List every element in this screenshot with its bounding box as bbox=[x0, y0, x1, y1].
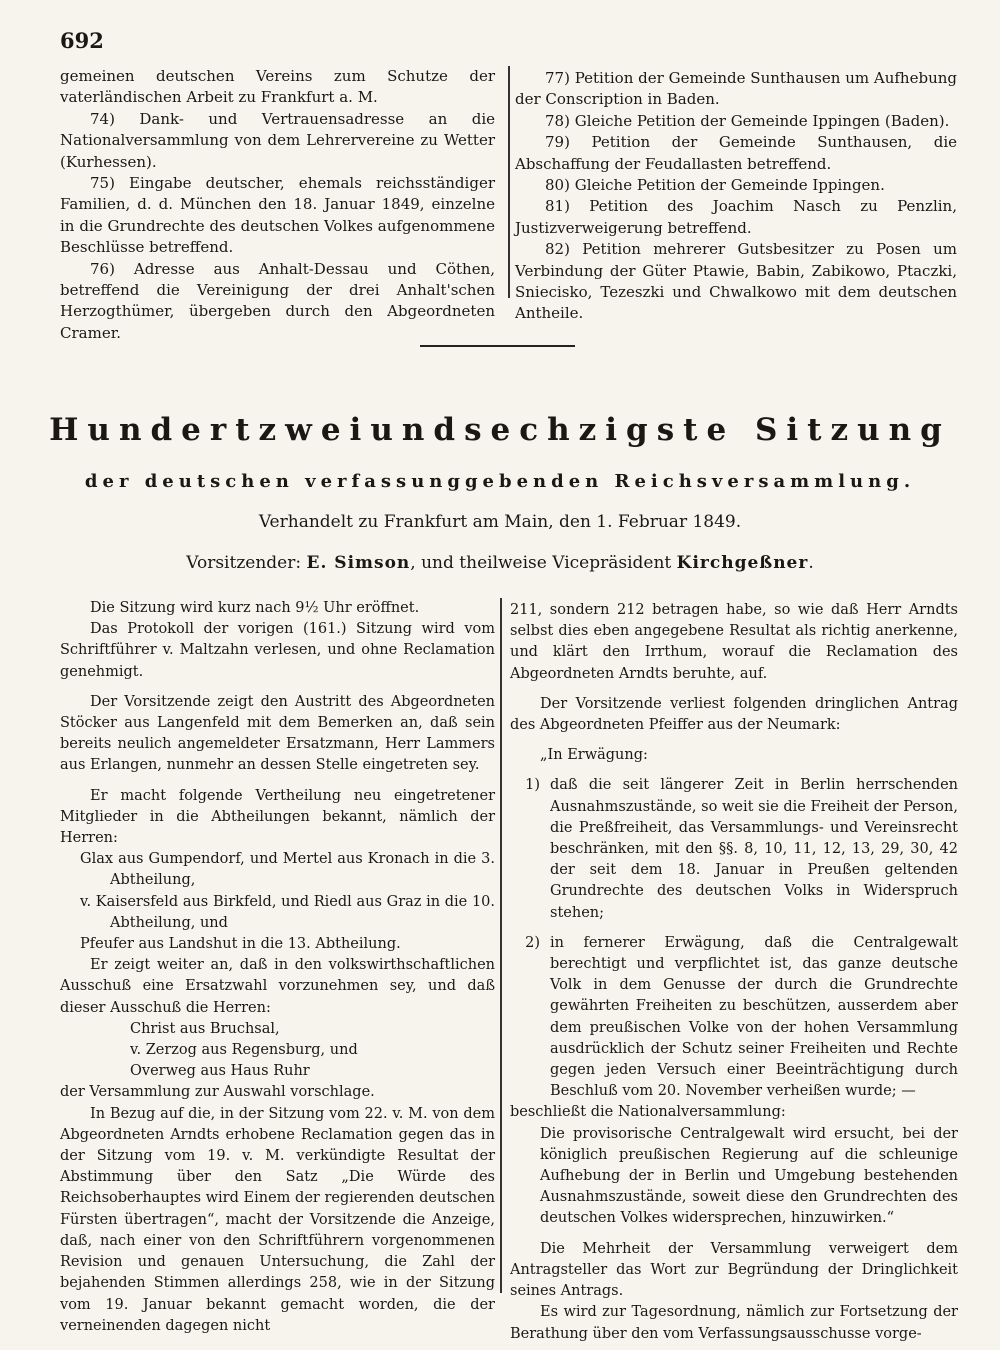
petition-list-right bbox=[515, 68, 957, 325]
petition-list-left bbox=[60, 66, 495, 344]
list-item: 75) Eingabe deutscher, ehemals reichsständiger Familien, d. d. München den 18. Januar 1849, einzelne in die Grundrechte des deutschen Volkes aufgenommene Beschlüsse betreffend. bbox=[60, 174, 495, 257]
clause-text: in fernerer Erwägung, daß die Centralgewalt berechtigt und verpflichtet ist, das ganze deutsche Volk in dem Genusse der durch die Grundrechte gewährten Freiheiten zu beschützen, ausserdem aber dem preußischen Volke von der hohen Versammlung ausdrücklich der Schutz seiner Freiheiten und Rechte gegen jeden Versuch einer Beeinträchtigung durch Beschluß vom 20. November verheißen wurde; — bbox=[550, 934, 958, 1100]
paragraph: 211, sondern 212 betragen habe, so wie daß Herr Arndts selbst dies eben angegebene Resultat als richtig anerkenne, und klärt den Irrthum, worauf die Reclamation des Abgeordneten Arndts beruhte, auf. bbox=[510, 602, 958, 682]
member-entry: Pfeufer aus Landshut in die 13. Abtheilung. bbox=[80, 936, 401, 953]
clause-number: 1) bbox=[525, 777, 540, 794]
column-divider bbox=[500, 598, 502, 1293]
list-item: 77) Petition der Gemeinde Sunthausen um Aufhebung der Conscription in Baden. bbox=[515, 69, 957, 109]
motion-clause bbox=[510, 933, 958, 1103]
motion-clause bbox=[510, 775, 958, 923]
clause-text: daß die seit längerer Zeit in Berlin herrschenden Ausnahmszustände, so weit sie die Freiheit der Person, die Preßfreiheit, das Versammlungs- und Vereinsrecht beschränken, mit den §§. 8, 10, 11, 12, 13, 29, 30, 42 der seit dem 18. Januar in Preußen geltenden Grundrechte des deutschen Volks in Widerspruch stehen; bbox=[550, 777, 958, 921]
chair-end: . bbox=[808, 553, 814, 573]
paragraph: Der Vorsitzende zeigt den Austritt des Abgeordneten Stöcker aus Langenfeld mit dem Bemerken an, daß sein bereits neulich angemeldeter Ersatzmann, Herr Lammers aus Erlangen, nunmehr an dessen Stelle eingetreten sey. bbox=[60, 693, 495, 774]
resolution-text: Die provisorische Centralgewalt wird ersucht, bei der königlich preußischen Regierung auf die schleunige Aufhebung der in Berlin und Umgebung bestehenden Ausnahmszustände, soweit diese den Grundrechten des deutschen Volkes widersprechen, hinzuwirken.“ bbox=[540, 1125, 958, 1227]
paragraph: Er zeigt weiter an, daß in den volkswirthschaftlichen Ausschuß eine Ersatzwahl vorzunehmen sey, und daß dieser Ausschuß die Herren: bbox=[60, 957, 495, 1016]
paragraph: Der Vorsitzende verliest folgenden dringlichen Antrag des Abgeordneten Pfeiffer aus der Neumark: bbox=[510, 695, 958, 734]
paragraph: Das Protokoll der vorigen (161.) Sitzung wird vom Schriftführer v. Maltzahn verlesen, und ohne Reclamation genehmigt. bbox=[60, 621, 495, 680]
paragraph: Er macht folgende Vertheilung neu eingetretener Mitglieder in die Abtheilungen bekannt, nämlich der Herren: bbox=[60, 787, 495, 847]
list-item: 76) Adresse aus Anhalt-Dessau und Cöthen, betreffend die Vereinigung der drei Anhalt'schen Herzogthümer, übergeben durch den Abgeordneten Cramer. bbox=[60, 259, 495, 342]
list-item: 79) Petition der Gemeinde Sunthausen, die Abschaffung der Feudallasten betreffend. bbox=[515, 133, 957, 173]
session-subtitle: der deutschen verfassunggebenden Reichsversammlung. bbox=[84, 471, 916, 492]
list-item: gemeinen deutschen Vereins zum Schutze der vaterländischen Arbeit zu Frankfurt a. M. bbox=[60, 67, 495, 107]
nominee-entry: Overweg aus Haus Ruhr bbox=[130, 1063, 310, 1080]
chair-name: E. Simson bbox=[306, 553, 411, 573]
nominee-entry: v. Zerzog aus Regensburg, und bbox=[130, 1042, 358, 1059]
member-entry: Glax aus Gumpendorf, und Mertel aus Kronach in die 3. Abtheilung, bbox=[80, 851, 495, 889]
column-divider bbox=[508, 66, 510, 298]
page-number: 692 bbox=[60, 28, 104, 53]
minutes-column-left bbox=[60, 598, 495, 1337]
chair-label: Vorsitzender: bbox=[186, 553, 302, 573]
paragraph: Es wird zur Tagesordnung, nämlich zur Fortsetzung der Berathung über den vom Verfassungsausschusse vorge- bbox=[510, 1304, 958, 1342]
vice-president-name: Kirchgeßner bbox=[676, 553, 809, 573]
section-divider bbox=[420, 345, 575, 347]
chair-line bbox=[0, 553, 1000, 573]
minutes-column-right bbox=[510, 600, 958, 1345]
nominee-entry: Christ aus Bruchsal, bbox=[130, 1020, 280, 1037]
list-item: 78) Gleiche Petition der Gemeinde Ippingen (Baden). bbox=[545, 111, 950, 130]
list-item: 74) Dank- und Vertrauensadresse an die Nationalversammlung von dem Lehrervereine zu Wetter (Kurhessen). bbox=[60, 109, 495, 171]
session-title: Hundertzweiundsechzigste Sitzung bbox=[49, 412, 951, 448]
paragraph: In Bezug auf die, in der Sitzung vom 22. v. M. von dem Abgeordneten Arndts erhobene Reclamation gegen das in der Sitzung vom 19. v. M. verkündigte Resultat der Abstimmung über den Satz „Die Würde des Reichsoberhauptes wird Einem der regierenden deutschen Fürsten übertragen“, macht der Vorsitzende die Anzeige, daß, nach einer von den Schriftführern vorgenommenen Revision und genauen Untersuchung, die Zahl der bejahenden Stimmen allerdings 258, wie in der Sitzung vom 19. Januar bekannt gemacht worden, die der verneinenden dagegen nicht bbox=[60, 1105, 495, 1334]
session-date: Verhandelt zu Frankfurt am Main, den 1. Februar 1849. bbox=[258, 512, 742, 532]
chair-middle: , und theilweise Vicepräsident bbox=[410, 553, 672, 573]
paragraph: Die Sitzung wird kurz nach 9½ Uhr eröffnet. bbox=[90, 600, 420, 616]
paragraph: beschließt die Nationalversammlung: bbox=[510, 1104, 786, 1121]
clause-number: 2) bbox=[525, 934, 540, 951]
list-item: 81) Petition des Joachim Nasch zu Penzlin, Justizverweigerung betreffend. bbox=[515, 197, 957, 237]
paragraph: „In Erwägung: bbox=[540, 747, 648, 764]
paragraph: der Versammlung zur Auswahl vorschlage. bbox=[60, 1084, 375, 1101]
list-item: 82) Petition mehrerer Gutsbesitzer zu Posen um Verbindung der Güter Ptawie, Babin, Zabikowo, Ptaczki, Sniecisko, Tezeszki und Chwalkowo mit dem deutschen Antheile. bbox=[515, 240, 957, 323]
paragraph: Die Mehrheit der Versammlung verweigert dem Antragsteller das Wort zur Begründung der Dringlichkeit seines Antrags. bbox=[510, 1240, 958, 1300]
list-item: 80) Gleiche Petition der Gemeinde Ippingen. bbox=[545, 176, 885, 195]
member-entry: v. Kaisersfeld aus Birkfeld, und Riedl aus Graz in die 10. Abtheilung, und bbox=[80, 893, 495, 931]
